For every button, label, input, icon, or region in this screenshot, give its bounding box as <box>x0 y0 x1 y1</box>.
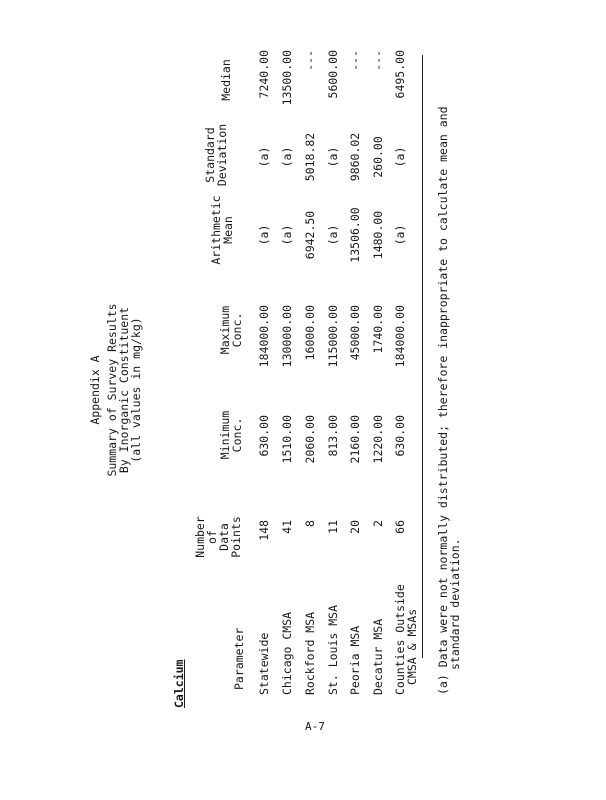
row-2-param: Rockford MSA <box>303 611 317 695</box>
row-0-mean: (a) <box>257 224 271 246</box>
row-2-points: 8 <box>303 520 317 527</box>
row-5-min: 1220.00 <box>371 415 385 464</box>
row-3-median: 5600.00 <box>326 50 340 99</box>
row-4-min: 2160.00 <box>348 415 362 464</box>
row-0-points: 148 <box>257 520 271 541</box>
row-3-sd: (a) <box>326 146 340 168</box>
title-line-1: Summary of Survey Results <box>105 303 119 477</box>
row-5-max: 1740.00 <box>371 305 385 354</box>
row-5-sd: 260.00 <box>371 136 385 178</box>
row-1-sd: (a) <box>280 146 294 168</box>
row-1-points: 41 <box>280 520 294 534</box>
footnote-rule <box>422 55 423 658</box>
row-4-max: 45000.00 <box>348 305 362 361</box>
row-3-min: 813.00 <box>326 415 340 457</box>
row-6-sd: (a) <box>393 146 407 168</box>
title-line-2: By Inorganic Constituent <box>117 306 131 474</box>
row-0-param: Statewide <box>257 632 271 695</box>
col-header-mean: Arithmetic Mean <box>209 195 235 265</box>
row-1-median: 13500.00 <box>280 50 294 106</box>
row-1-max: 130000.00 <box>280 305 294 368</box>
row-5-points: 2 <box>371 520 385 527</box>
row-2-max: 16000.00 <box>303 305 317 361</box>
row-0-max: 184000.00 <box>257 305 271 368</box>
appendix-heading: Appendix A <box>88 355 102 425</box>
footnote-line-2: standard deviation. <box>448 538 462 670</box>
title-line-3: (all values in mg/kg) <box>129 317 143 463</box>
row-1-min: 1510.00 <box>280 415 294 464</box>
row-2-median: --- <box>303 50 317 71</box>
row-0-median: 7240.00 <box>257 50 271 99</box>
row-1-param: Chicago CMSA <box>280 611 294 695</box>
row-4-points: 20 <box>348 520 362 534</box>
row-6-min: 630.00 <box>393 415 407 457</box>
row-5-mean: 1480.00 <box>371 210 385 260</box>
row-6-param: Counties Outside <box>393 584 407 695</box>
row-2-mean: 6942.50 <box>303 210 317 260</box>
row-3-mean: (a) <box>326 224 340 246</box>
row-3-max: 115000.00 <box>326 305 340 368</box>
row-5-param: Decatur MSA <box>371 618 385 695</box>
section-heading: Calcium <box>172 659 186 708</box>
row-4-param: Peoria MSA <box>348 625 362 695</box>
row-2-min: 2060.00 <box>303 415 317 464</box>
row-4-mean: 13506.00 <box>348 207 362 263</box>
col-header-max: Maximum Conc. <box>218 305 244 355</box>
row-6-param-line2: CMSA & MSAs <box>405 608 419 685</box>
col-header-sd: Standard Deviation <box>203 123 229 187</box>
row-0-min: 630.00 <box>257 415 271 457</box>
col-header-parameter: Parameter <box>232 627 246 690</box>
row-5-median: --- <box>371 50 385 71</box>
row-6-median: 6495.00 <box>393 50 407 99</box>
col-header-points: Number of Data Points <box>193 516 243 558</box>
row-0-sd: (a) <box>257 146 271 168</box>
row-2-sd: 5018.82 <box>303 132 317 182</box>
page-number: A-7 <box>305 720 325 733</box>
col-header-min: Minimum Conc. <box>218 410 244 460</box>
row-6-points: 66 <box>393 520 407 534</box>
row-3-points: 11 <box>326 520 340 534</box>
row-1-mean: (a) <box>280 224 294 246</box>
row-3-param: St. Louis MSA <box>326 604 340 695</box>
row-6-mean: (a) <box>393 224 407 246</box>
footnote-line-1: (a) Data were not normally distributed; therefore inappropriate to calculate mean and <box>436 106 450 695</box>
row-4-sd: 9860.02 <box>348 132 362 182</box>
row-4-median: --- <box>348 50 362 71</box>
col-header-median: Median <box>219 59 233 101</box>
row-6-max: 184000.00 <box>393 305 407 368</box>
